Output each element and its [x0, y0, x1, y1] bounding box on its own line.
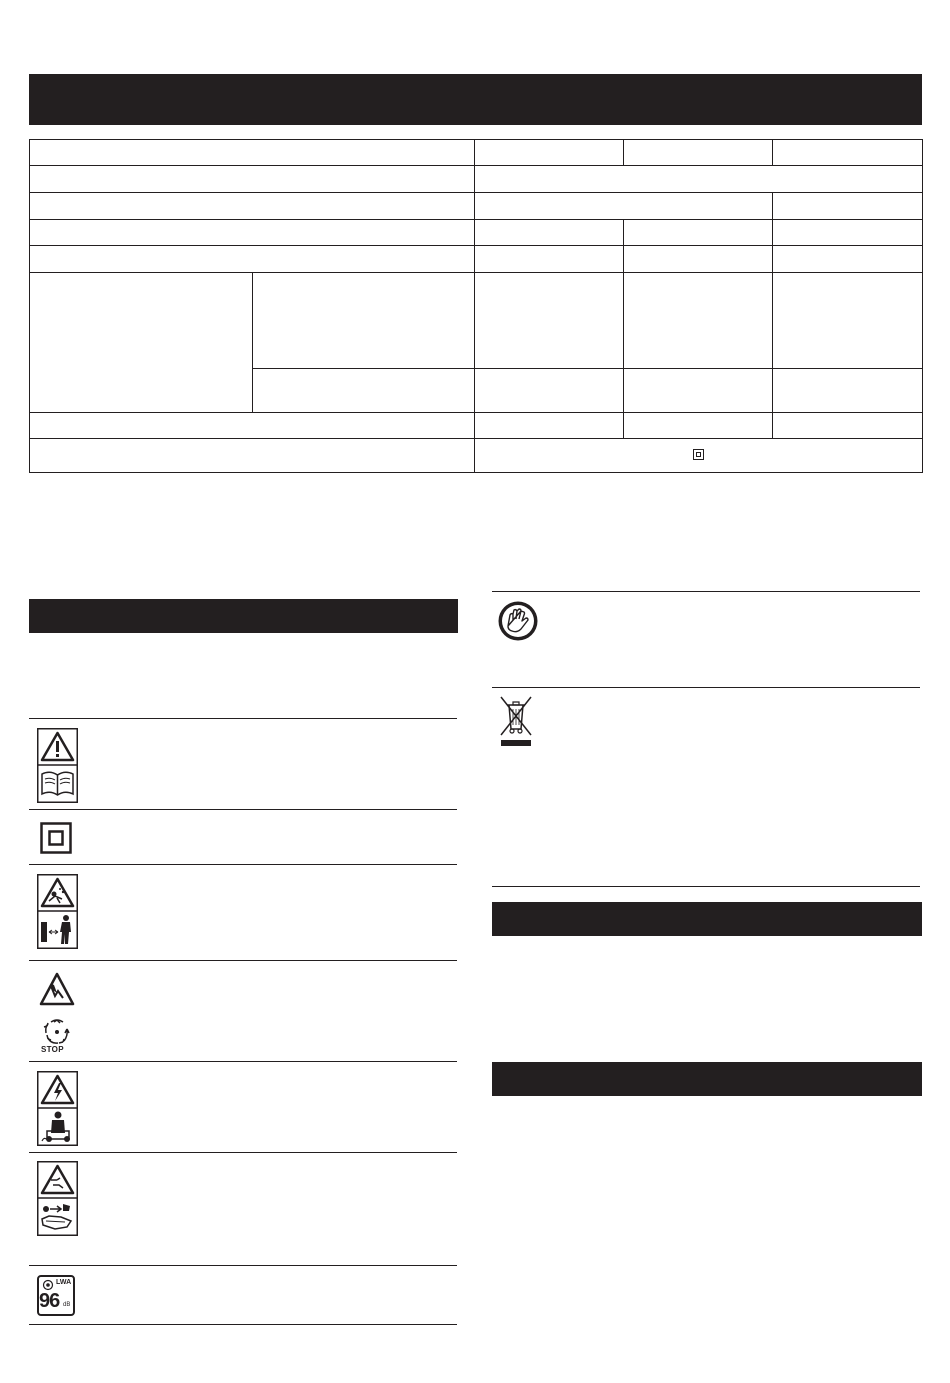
table-cell [773, 413, 923, 439]
divider [29, 1152, 457, 1153]
symbols-header-bar [29, 599, 458, 633]
table-cell [773, 246, 923, 273]
divider [29, 960, 457, 961]
table-cell [30, 413, 475, 439]
table-row [30, 439, 923, 473]
table-cell [30, 273, 253, 413]
table-row [30, 193, 923, 220]
cable-damage-unplug-icon [37, 1161, 78, 1236]
table-cell [475, 193, 773, 220]
specifications-table [29, 139, 923, 473]
table-cell [773, 193, 923, 220]
table-cell [624, 413, 773, 439]
table-cell [30, 246, 475, 273]
table-cell [475, 369, 624, 413]
table-cell [773, 369, 923, 413]
table-cell [624, 369, 773, 413]
section-header-bar [492, 902, 922, 936]
divider [29, 1324, 457, 1325]
double-insulation-icon [40, 822, 72, 854]
table-cell [773, 220, 923, 246]
table-cell [475, 220, 624, 246]
section-header-bar [492, 1062, 922, 1096]
table-cell [253, 369, 475, 413]
table-cell [30, 193, 475, 220]
double-insulation-icon [693, 449, 704, 460]
table-cell [624, 246, 773, 273]
specifications-header-bar [29, 74, 922, 125]
divider [29, 1061, 457, 1062]
table-cell [475, 273, 624, 369]
divider [492, 687, 920, 688]
sound-power-value: 96 [39, 1290, 60, 1312]
table-cell [624, 273, 773, 369]
electric-shock-unplug-icon [37, 1071, 78, 1146]
table-cell [475, 439, 923, 473]
divider [29, 809, 457, 810]
crossed-bin-weee-icon [497, 695, 535, 748]
sound-power-unit: dB [63, 1302, 71, 1308]
table-cell [30, 166, 475, 193]
wear-gloves-icon [497, 600, 539, 642]
table-cell [773, 273, 923, 369]
table-row [30, 246, 923, 273]
divider [492, 886, 920, 887]
table-row [30, 140, 923, 166]
table-cell [253, 273, 475, 369]
warning-read-manual-icon [37, 728, 78, 803]
divider [29, 1265, 457, 1266]
table-cell [624, 220, 773, 246]
divider [492, 591, 920, 592]
table-cell [475, 413, 624, 439]
table-cell [773, 140, 923, 166]
table-cell [30, 140, 475, 166]
table-row [30, 220, 923, 246]
table-row [30, 413, 923, 439]
table-row [30, 273, 923, 369]
stop-label: STOP [41, 1045, 64, 1054]
sound-power-level-icon [37, 1275, 75, 1316]
table-cell [475, 246, 624, 273]
table-cell [624, 140, 773, 166]
divider [29, 864, 457, 865]
rotating-blade-stop-icon [36, 972, 78, 1054]
table-row [30, 166, 923, 193]
table-cell [475, 140, 624, 166]
divider [29, 718, 457, 719]
table-cell [30, 439, 475, 473]
table-cell [30, 220, 475, 246]
thrown-objects-keep-distance-icon [37, 874, 78, 949]
table-cell [475, 166, 923, 193]
sound-power-symbol: LWA [56, 1279, 72, 1286]
